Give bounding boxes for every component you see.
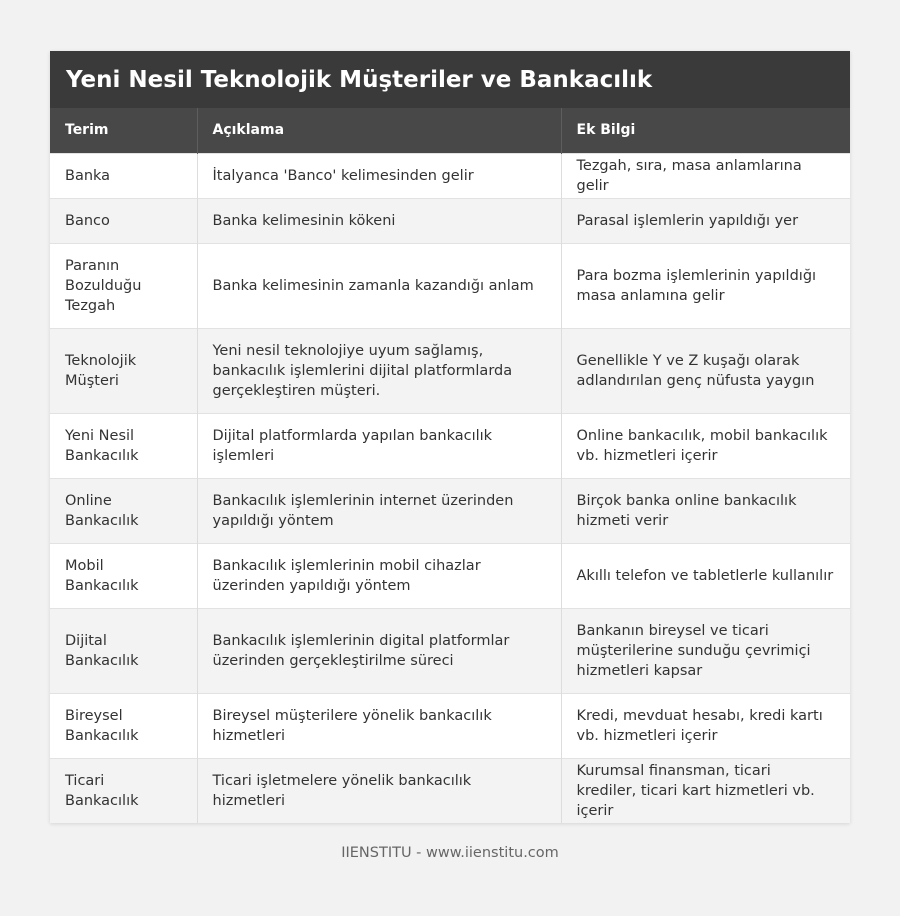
cell-description: Bankacılık işlemlerinin digital platformlar üzerinden gerçekleştirilme süreci <box>197 608 561 693</box>
column-header-term: Terim <box>50 108 197 153</box>
cell-extra-info: Para bozma işlemlerinin yapıldığı masa anlamına gelir <box>561 243 850 328</box>
table-row <box>50 543 850 608</box>
cell-description: Banka kelimesinin kökeni <box>197 198 561 243</box>
cell-description: Bireysel müşterilere yönelik bankacılık hizmetleri <box>197 693 561 758</box>
table-container <box>50 51 850 823</box>
cell-term: Banka <box>50 153 197 198</box>
cell-term: Banco <box>50 198 197 243</box>
footer-credit: IIENSTITU - www.iienstitu.com <box>341 845 559 861</box>
cell-description: İtalyanca 'Banco' kelimesinden gelir <box>197 153 561 198</box>
cell-description: Banka kelimesinin zamanla kazandığı anlam <box>197 243 561 328</box>
table-row <box>50 758 850 823</box>
cell-term: Paranın Bozulduğu Tezgah <box>50 243 197 328</box>
cell-extra-info: Birçok banka online bankacılık hizmeti verir <box>561 478 850 543</box>
terms-table <box>50 108 850 823</box>
cell-description: Dijital platformlarda yapılan bankacılık işlemleri <box>197 413 561 478</box>
cell-extra-info: Genellikle Y ve Z kuşağı olarak adlandırılan genç nüfusta yaygın <box>561 328 850 413</box>
table-row <box>50 413 850 478</box>
table-row <box>50 198 850 243</box>
cell-term: Mobil Bankacılık <box>50 543 197 608</box>
cell-description: Ticari işletmelere yönelik bankacılık hizmetleri <box>197 758 561 823</box>
table-row <box>50 478 850 543</box>
table-row <box>50 153 850 198</box>
cell-term: Online Bankacılık <box>50 478 197 543</box>
cell-extra-info: Tezgah, sıra, masa anlamlarına gelir <box>561 153 850 198</box>
table-row <box>50 328 850 413</box>
cell-term: Bireysel Bankacılık <box>50 693 197 758</box>
cell-term: Yeni Nesil Bankacılık <box>50 413 197 478</box>
table-row <box>50 243 850 328</box>
table-title: Yeni Nesil Teknolojik Müşteriler ve Bankacılık <box>50 51 850 108</box>
cell-description: Bankacılık işlemlerinin internet üzerinden yapıldığı yöntem <box>197 478 561 543</box>
cell-extra-info: Kurumsal finansman, ticari krediler, ticari kart hizmetleri vb. içerir <box>561 758 850 823</box>
cell-term: Teknolojik Müşteri <box>50 328 197 413</box>
cell-description: Bankacılık işlemlerinin mobil cihazlar üzerinden yapıldığı yöntem <box>197 543 561 608</box>
cell-extra-info: Online bankacılık, mobil bankacılık vb. hizmetleri içerir <box>561 413 850 478</box>
header-row <box>50 108 850 153</box>
table-row <box>50 693 850 758</box>
cell-extra-info: Bankanın bireysel ve ticari müşterilerine sunduğu çevrimiçi hizmetleri kapsar <box>561 608 850 693</box>
cell-extra-info: Akıllı telefon ve tabletlerle kullanılır <box>561 543 850 608</box>
cell-extra-info: Parasal işlemlerin yapıldığı yer <box>561 198 850 243</box>
cell-term: Ticari Bankacılık <box>50 758 197 823</box>
cell-term: Dijital Bankacılık <box>50 608 197 693</box>
cell-description: Yeni nesil teknolojiye uyum sağlamış, bankacılık işlemlerini dijital platformlarda gerçekleştiren müşteri. <box>197 328 561 413</box>
column-header-description: Açıklama <box>197 108 561 153</box>
table-row <box>50 608 850 693</box>
cell-extra-info: Kredi, mevduat hesabı, kredi kartı vb. hizmetleri içerir <box>561 693 850 758</box>
column-header-extra-info: Ek Bilgi <box>561 108 850 153</box>
